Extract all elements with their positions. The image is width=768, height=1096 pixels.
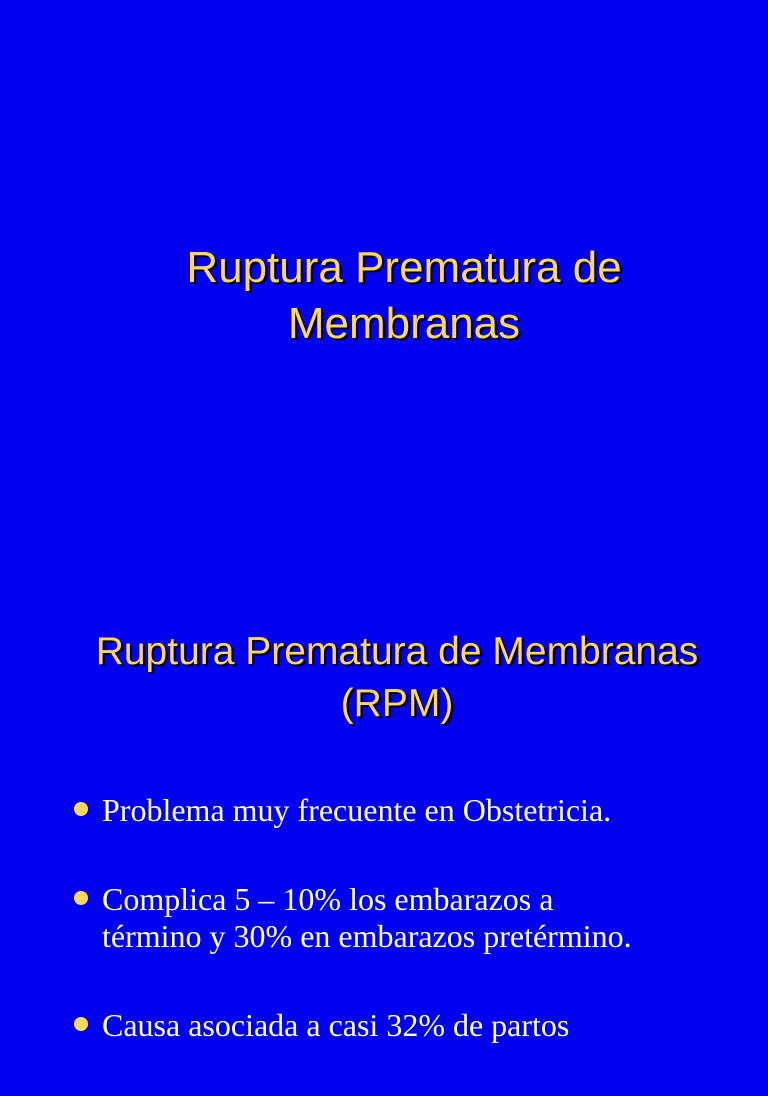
bullet-text-line2: término y 30% en embarazos pretérmino. — [102, 918, 632, 954]
bullet-text-line1: Causa asociada a casi 32% de partos — [102, 1007, 570, 1043]
slide2-title — [0, 626, 768, 730]
bullet-text-line1: Problema muy frecuente en Obstetricia. — [102, 792, 612, 828]
slide1-title — [0, 240, 768, 352]
slide2-title-line2: (RPM) — [340, 682, 454, 725]
slide1-title-line2: Membranas — [287, 299, 521, 348]
slide2-title-line1: Ruptura Prematura de Membranas — [95, 630, 699, 673]
bullet-dot-icon — [74, 891, 88, 905]
slide1-title-line1: Ruptura Prematura de — [186, 243, 622, 292]
bullet-item-frequency — [72, 792, 752, 829]
bullet-dot-icon — [74, 1017, 88, 1031]
bullet-dot-icon — [74, 802, 88, 816]
bullet-item-cause — [72, 1007, 752, 1044]
bullet-list — [72, 792, 752, 1096]
bullet-text-line1: Complica 5 – 10% los embarazos a — [102, 881, 554, 917]
bullet-item-incidence — [72, 881, 752, 955]
